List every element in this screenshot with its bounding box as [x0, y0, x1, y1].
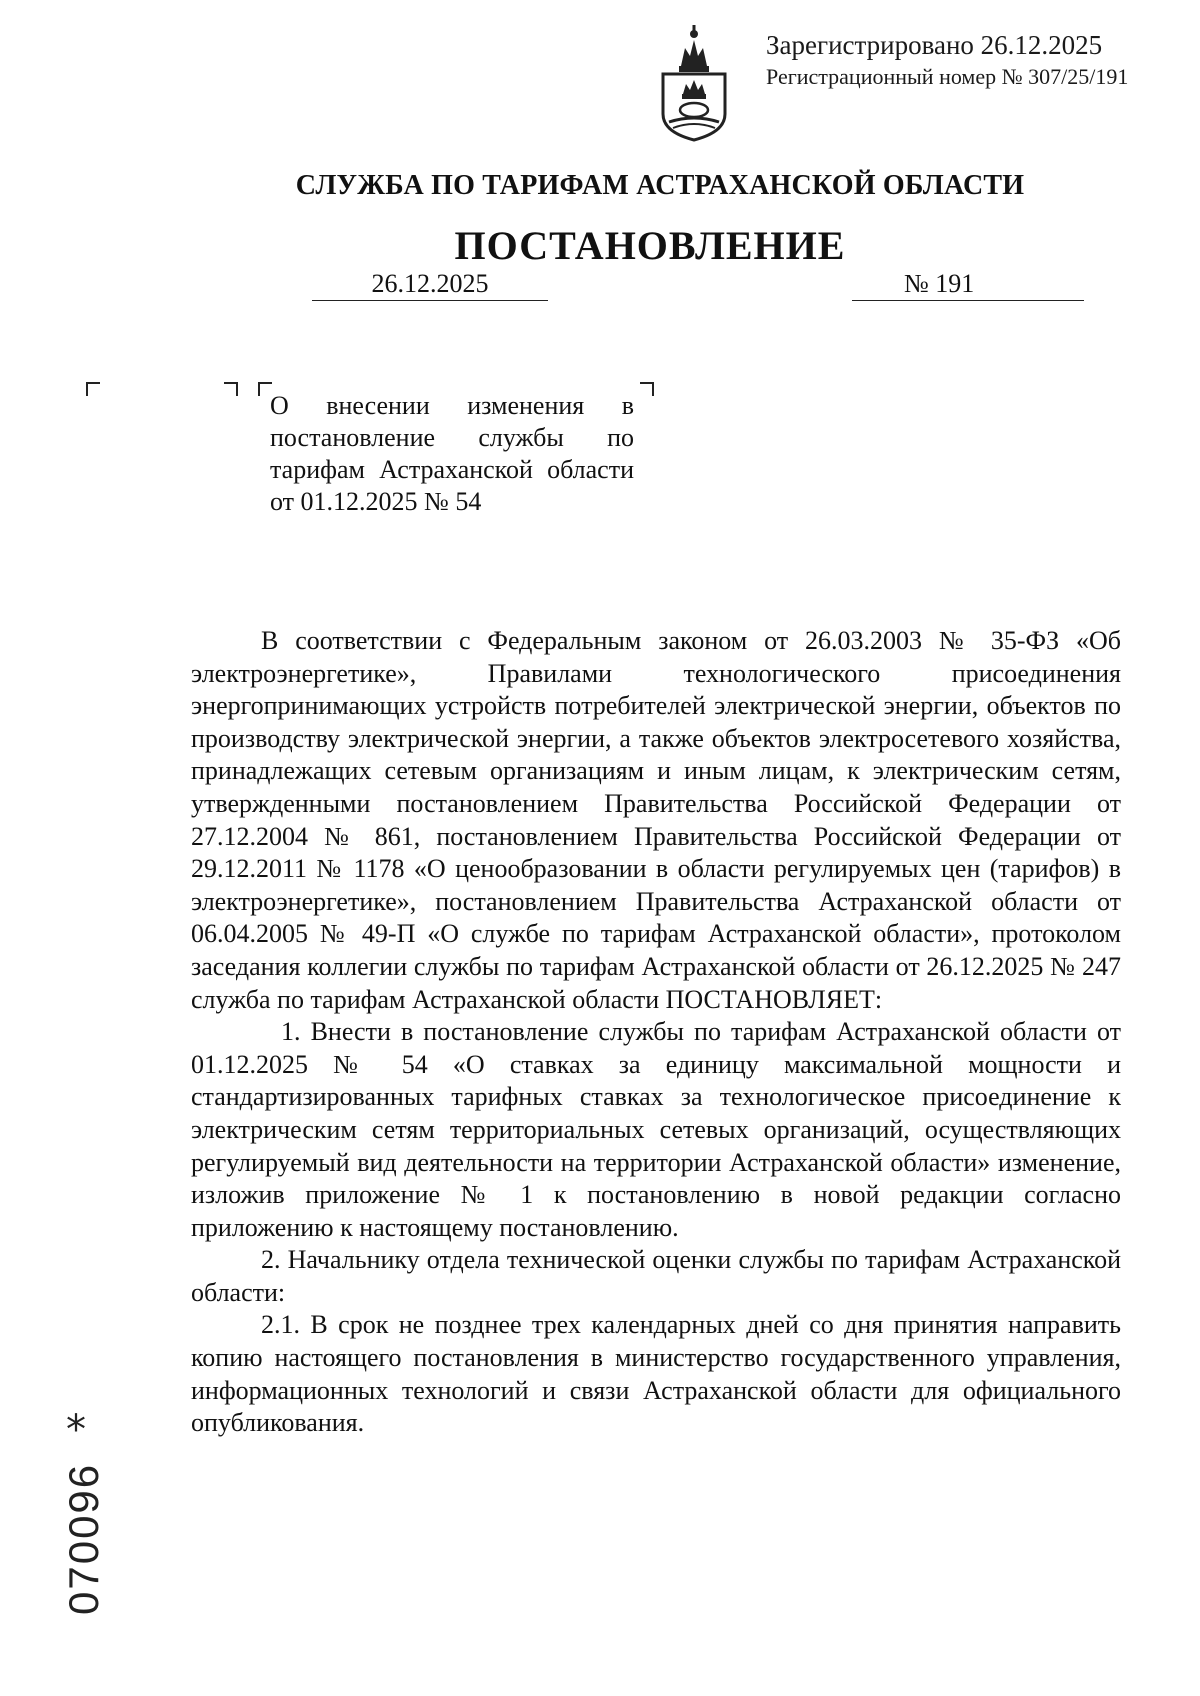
corner-mark-left	[86, 382, 100, 396]
item-2-1-paragraph: 2.1. В срок не позднее трех календарных дней со дня принятия направить копию настоящего постановления в министерство государственного управления, информационных технологий и связи Астраханской области для официального опубликования.	[191, 1310, 1121, 1438]
side-serial-number: 070096	[60, 1462, 107, 1615]
item-1-paragraph: 1. Внести в постановление службы по тарифам Астраханской области от 01.12.2025 № 54 «О ставках за единицу максимальной мощности и стандартизированных тарифных ставках за технологическое присоединение к электрическим сетям территориальных сетевых организаций, осуществляющих регулируемый вид деятельности на территории Астраханской области» изменение, изложив приложение № 1 к постановлению в новой редакции согласно приложению к настоящему постановлению.	[191, 1017, 1121, 1242]
preamble-paragraph: В соответствии с Федеральным законом от 26.03.2003 № 35-ФЗ «Об электроэнергетике», Правилами технологического присоединения энергопринимающих устройств потребителей электрической энергии, объектов по производству электрической энергии, а также объектов электросетевого хозяйства, принадлежащих сетевым организациям и иным лицам, к электрическим сетям, утвержденными постановлением Правительства Российской Федерации от 27.12.2004 № 861, постановлением Правительства Российской Федерации от 29.12.2011 № 1178 «О ценообразовании в области регулируемых цен (тарифов) в электроэнергетике», постановлением Правительства Астраханской области от 06.04.2005 № 49-П «О службе по тарифам Астраханской области», протоколом заседания коллегии службы по тарифам Астраханской области от 26.12.2025 № 247 служба по тарифам Астраханской области ПОСТАНОВЛЯЕТ:	[191, 626, 1121, 1014]
document-date: 26.12.2025	[312, 268, 548, 301]
document-type-title: ПОСТАНОВЛЕНИЕ	[454, 223, 846, 268]
coat-of-arms-emblem	[655, 22, 733, 144]
registration-date: Зарегистрировано 26.12.2025	[766, 30, 1103, 60]
registration-number: Регистрационный номер № 307/25/191	[766, 64, 1129, 89]
registration-stamp	[766, 28, 1128, 92]
document-number: № 191	[852, 268, 1084, 301]
corner-mark-right	[640, 382, 654, 396]
side-star-mark: *	[66, 1407, 86, 1453]
document-body	[191, 625, 1121, 1440]
corner-mark-mid-right	[224, 382, 238, 396]
organization-title: СЛУЖБА ПО ТАРИФАМ АСТРАХАНСКОЙ ОБЛАСТИ	[295, 170, 1025, 201]
item-2-paragraph: 2. Начальнику отдела технической оценки службы по тарифам Астраханской области:	[191, 1245, 1121, 1307]
document-subject: О внесении изменения в постановление службы по тарифам Астраханской области от 01.12.2025 № 54	[270, 391, 634, 516]
